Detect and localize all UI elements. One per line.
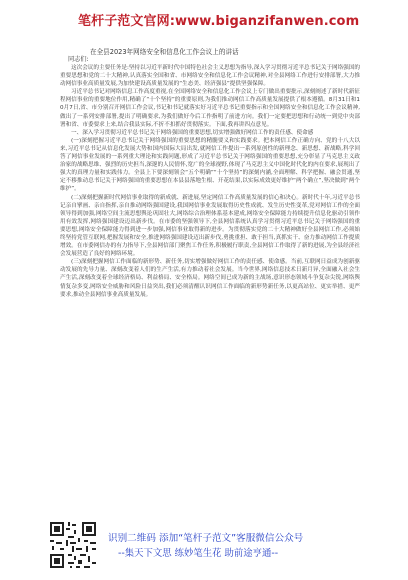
footer-promo-line: 识别二维码 添加“笔杆子范文”客服微信公众号 [108, 533, 304, 544]
qr-code-icon[interactable] [48, 520, 98, 570]
document-body [60, 48, 360, 299]
paragraph: 习近平总书记对网络信息工作高度重视,在全国网络安全和信息化工作会议上专门做出重要批示,深刻阐述了新时代新征程网信事业的重要地位作用,精确了“十个坚持”的重要原则,为我们推动网信工作高质量发展提供了根本遵循。8月31日和10月7日,省、市分别召开网信工作会议,书记和书记就落实好习近平总书记重要指示和全国网络安全和信息化工作会议精神,做出了一系列安排部署,提出了明确要求,为我们做好今后工作指明了前进方向。我们一定要把思想和行动统一到党中央部署和省、市委要求上来,结合我县实际,不折不扣抓好贯彻落实。下面,我再讲四点意见。 [60, 89, 360, 128]
paragraph: 这次会议的主要任务是:坚持以习近平新时代中国特色社会主义思想为指导,深入学习贯彻习近平总书记关于网络强国的重要思想和党的二十大精神,认真落实全国和省、市网络安全和信息化工作会议精神,对全县网络工作进行安排部署,大力推动网信事业高质量发展,为加快建设高质量发展的“生态美、经济强县”提供坚强保障。 [60, 65, 360, 88]
paragraph: (三)深刻把握网信工作面临的新形势、新任务,切实增强做好网信工作的责任感、使命感。当前,互联网日益成为创新驱动发展的先导力量、深刻改变着人们的生产生活,有力推动着社会发展。当今世界,网络信息技术日新月异,全面融入社会生产生活,深刻改变着全球经济格局、利益格局、安全格局。网络空间已成为新的主战场,意识形态领域斗争复杂尖锐,网络舆情复杂多变,网络安全威胁和风险日益突出,我们必须清醒认识网信工作面临的新形势新任务,以更高站位、更实举措、更严要求,推动全县网信事业高质量发展。 [60, 259, 360, 298]
document-title: 在全县2023年网络安全和信息化工作会议上的讲话 [90, 48, 239, 56]
paragraph: (一)深刻把握习近平总书记关于网络强国的重要思想的精髓要义和实践要求。把本网信工作正确方向、党的十八大以来,习近平总书记从信息化发展大势和国内国际大局出发,就网信工作提出一系列原创性的新理念、新思想、新战略,科学回答了网信事业发展的一系列重大理论和实践问题,形成了习近平总书记关于网络强国的重要思想,充分彰显了马克思主义政治家的战略思维、强烈的历史担当,深邃的人民情怀,宽广的全球视野,体现了马克思主义中国化时代化的内在要求,展现出了强大的真理力量和实践伟力。全县上下要深刻领会“五个明确”“十个坚持”的深刻内涵,全面理解、科学把握、融会贯通,坚定不移推动总书记关于网络强国的重要思想在本县县落地生根、开花结果,以实际成效更好维护“两个确立”,坚决做到“两个维护”。 [60, 137, 360, 193]
section-heading: 一、深入学习贯彻习近平总书记关于网络强国的重要思想,切实增强做好网信工作的责任感、使命感 [71, 129, 314, 136]
paragraph: (二)深刻把握新时代网信事业取得的新成就、新进展,坚定网信工作高质量发展的信心和决心。新时代十年,习近平总书记亲自擘画、亲自指挥,亲自推动网络强国建设,我国网信事业发展取得历史性成就、发生历史性变革,党对网信工作的全面领导得到加强,网络空间主流思想舆论巩固壮大,网络综合治理体系基本建成,网络安全保障能力持续提升信息化驱动引领作用有效发挥,网络强国建设迈出新步伐。在市委的坚强领导下,全县网信系统认真学习贯彻习近平总书记关于网络强国的重要思想,网络安全保障能力得到进一步加强,网信事业取得新的进步。为贯彻落实党的二十大精神做好全县网信工作,必须始终坚持党管互联网,把握发展和安全,推进网络强国建设迈出新步伐,勇挑重担、敢于担当,真抓实干、奋力推动网信工作提质增效。在市委网信办的有力指导下,全县网信部门聚焦工作任务,积极履行职责,全县网信工作取得了新的进展,为全县经济社会发展营造了良好的网络环境。 [60, 194, 360, 258]
footer-slogan: --集天下文思 练妙笔生花 助前途亨通-- [118, 548, 279, 559]
site-header [0, 0, 408, 36]
site-brand-banner[interactable]: 笔杆子范文官网:www.biganzifanwen.com [78, 14, 360, 29]
document-greeting: 同志们: [68, 56, 89, 63]
